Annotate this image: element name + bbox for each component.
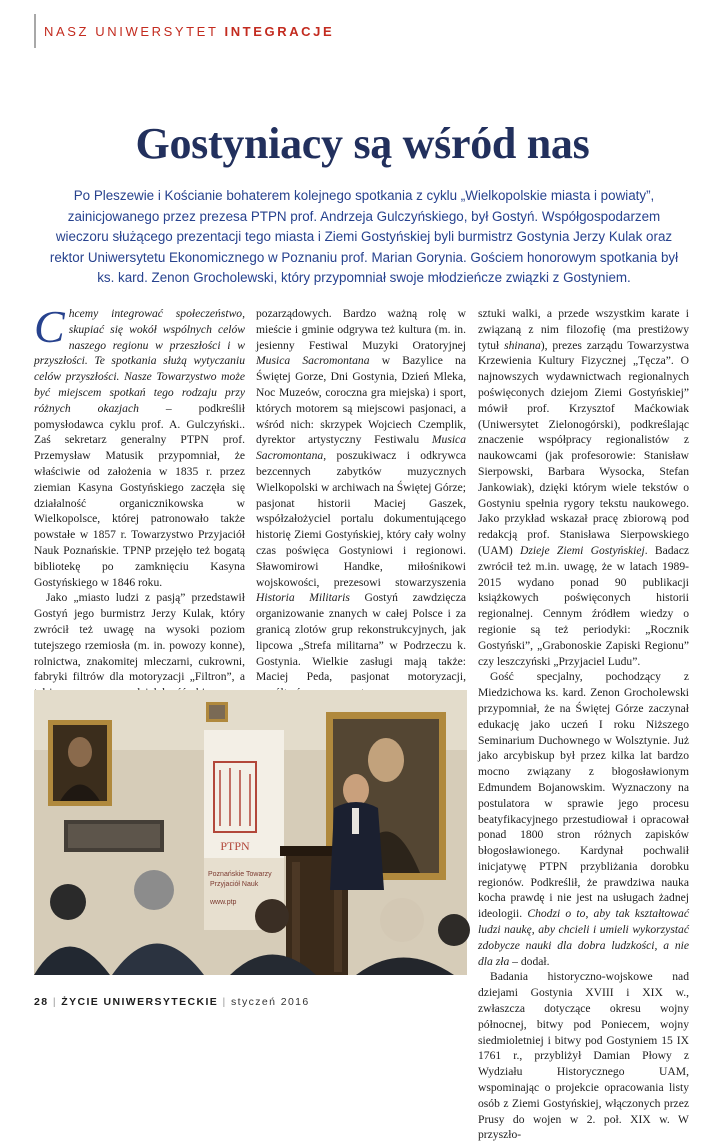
association-name: Historia Militaris [256,591,350,605]
paragraph: sztuki walki, a przede wszystkim karate i związaną z nim filozofię (ma prestiżowy tytuł shinana), prezes zarządu Towarzystwa Krzewienia Kultury Fizycznej „Tęcza”. O najnowszych wydawnictwach regionalnych poświęconych dziejom Ziemi Gostyńskiej” mówił prof. Krzysztof Maćkowiak (Uniwersytet Zielonogórski), podkreślając znaczenie współpracy regionalistów z naukowcami (jak profesorowie: Stanisław Sierpowski, Barbara Wysocka, Stefan Jankowiak), dzięki którym wiele tekstów o Gostyniu spełnia rygory tekstu naukowego. Jako przykład wskazał pracę zbiorową pod redakcją prof. Stanisława Sierpowskiego (UAM) Dzieje Ziemi Gostyńskiej. Badacz zwrócił też m.in. uwagę, że w latach 1989-2015 wydano ponad 90 publikacji książkowych poświęconych historii regionalnej. Cennym źródłem wiedzy o regionie są też periodyki: „Rocznik Gostyński”, „Grabonoskie Zapiski Regionu” czy leszczyński „Przyjaciel Ludu”. [478,307,689,668]
section-name: NASZ UNIWERSYTET [44,24,219,39]
section-header [44,24,334,39]
drop-cap: C [34,301,65,352]
page-number: 28 [34,996,49,1008]
header-divider [34,14,36,48]
article-lead: Po Pleszewie i Kościanie bohaterem kolejnego spotkania z cyklu „Wielkopolskie miasta i powiaty”, zainicjowanego przez prezesa PTPN prof. Andrzeja Gulczyńskiego, był Gostyń. Współgospodarzem wieczoru służącego prezentacji tego miasta i Ziemi Gostyńskiej byli burmistrz Gostynia Jerzy Kulak oraz rektor Uniwersytetu Ekonomicznego w Poznaniu prof. Marian Gorynia. Gościem honorowym spotkania był ks. kard. Zenon Grocholewski, który przypomniał swoje młodzieńcze związki z Gostyniem. [49,188,679,285]
festival-name: Musica Sacromontana [256,433,466,463]
festival-name: Musica Sacromontana [256,354,370,368]
magazine-name: ŻYCIE UNIWERSYTECKIE [61,996,219,1008]
paragraph: Jako „miasto ludzi z pasją” przedstawił Gostyń jego burmistrz Jerzy Kulak, który zwrócił też uwagę na wysoki poziom tutejszego rzemiosła (m. in. powozy konne), rolnictwa, znakomitej mleczarni, cukrowni, fabryki filtrów dla motoryzacji „Filtron”, a [34,591,245,684]
page-footer: 28 | ŻYCIE UNIWERSYTECKIE | styczeń 2016 [34,996,310,1008]
paragraph-text: – podkreślił pomysłodawca cyklu prof. A. Gulczyński.. Zaś sekretarz generalny PTPN prof. Przemysław Matusik przypomniał, że właściwie od założenia w 1835 r. przez ziemian Kasyna Gostyńskiego zaczęła się działalność organicznikowska w Wielkopolsce, której patronowało także powstałe w 1857 r. Towarzystwo Przyjaciół Nauk Poznańskie. TPNP przejęło też bogatą bibliotekę po zamknięciu Kasyna Gostyńskiego w 1846 roku. [34,401,245,589]
event-photo [34,690,467,975]
article-column-1 [34,301,245,733]
article-column-2 [256,306,466,684]
book-title: Dzieje Ziemi Gostyńskiej [520,543,645,557]
event-photo-illustration [34,690,467,975]
cardinal-quote: Chodzi o to, aby tak kształtować ludzi naukę, aby chcieli i umieli wykorzystać zdobycze nauki dla dobra ludzkości, a nie dla zła [478,907,690,968]
svg-text:Poznańskie Towarzy: Poznańskie Towarzy [208,871,272,878]
section-category: INTEGRACJE [224,24,335,39]
paragraph: Gość specjalny, pochodzący z Miedzichowa ks. kard. Zenon Grocholewski przypomniał, że na Świętej Górze zaczynał edukację jako uczeń I roku Niższego Seminarium Duchownego w Wolsztynie. Już jako arcybiskup był przez kilka lat bardzo mocno związany z błogosławionym Edmundem Bojanowskim. Wyznaczony na postulatora w sprawie jego procesu beatyfikacyjnego przestudiował i opracował ponad 1800 stron różnych zapisków błogosławionego. Kardynał pochwalił inicjatywę PTPN przybliżania dorobku regionów. Podkreślił, że prawdziwa nauka kocha prawdę i nie jest na usługach żadnej ideologii. Chodzi o to, aby tak kształtować ludzi naukę, aby chcieli i umieli wykorzystać zdobycze nauki dla dobra ludzkości, a nie dla zła – dodał. [478,670,690,968]
paragraph: Badania historyczno-wojskowe nad dziejami Gostynia XVIII i XIX w., zwłaszcza dotyczące okresu wojny północnej, bitwy pod Poniecem, wojny siedmioletniej i bitwy pod Gostyniem 15 IX 1761 r., przybliżył Damian Płowy z Wydziału Historycznego UAM, wspominając o projekcie opracowania listy osób z Ziemi Gostyńskiej, włączonych przez Prusy do wojen w 2. poł. XIX w. W przyszło- [478,970,689,1142]
article-title: Gostyniacy są wśród nas [135,119,590,168]
paragraph: pozarządowych. Bardzo ważną rolę w mieście i gminie odgrywa też kultura (m. in. jesienny Festiwal Muzyki Oratoryjnej Musica Sacromontana w Bazylice na Świętej Gorze, Dni Gostynia, Dzień Mleka, Noc Muzeów, coroczna gra miejska) i sport, których motorem są miejscowi pasjonaci, a wśród nich: skrzypek Wojciech Czemplik, dyrektor artystyczny Festiwalu Musica Sacromontana, poszukiwacz i odkrywca bezcennych zabytków muzycznych Wielkopolski w archiwach na Świętej Górze; pasjonat historii Maciej Gaszek, współzałożyciel portalu dokumentującego historię Ziemi Gostyńskiej, który cały wolny czas poświęca Gostyniowi i regionowi. Sławomirowi Handke, miłośnikowi wojskowości, prezesowi stowarzyszenia Historia Militaris Gostyń zawdzięcza organizowanie znanych w całej Polsce i za granicą zlotów grup rekonstrukcyjnych, jak lipcowa „Strefa militarna” w Podrzeczu k. Gostynia. Wielkie zasługi mają także: Maciej Peda, pasjonat motoryzacji, [256,307,466,684]
svg-text:www.ptp: www.ptp [210,899,237,906]
paragraph [34,301,245,590]
article-column-3 [478,306,690,1142]
intro-quote: hcemy integrować społeczeństwo, skupiać się wokół wspólnych celów naszego regionu w przeszłości i w przyszłości. Te spotkania służą wytyczaniu celów przyszłości. Nasze Towarzystwo może być miejscem spotkań tego rodzaju przy różnych okazjach [34,307,245,415]
svg-text:Przyjaciół Nauk: Przyjaciół Nauk [210,881,259,888]
svg-text:PTPN: PTPN [220,839,250,853]
issue-date: styczeń 2016 [230,996,310,1008]
